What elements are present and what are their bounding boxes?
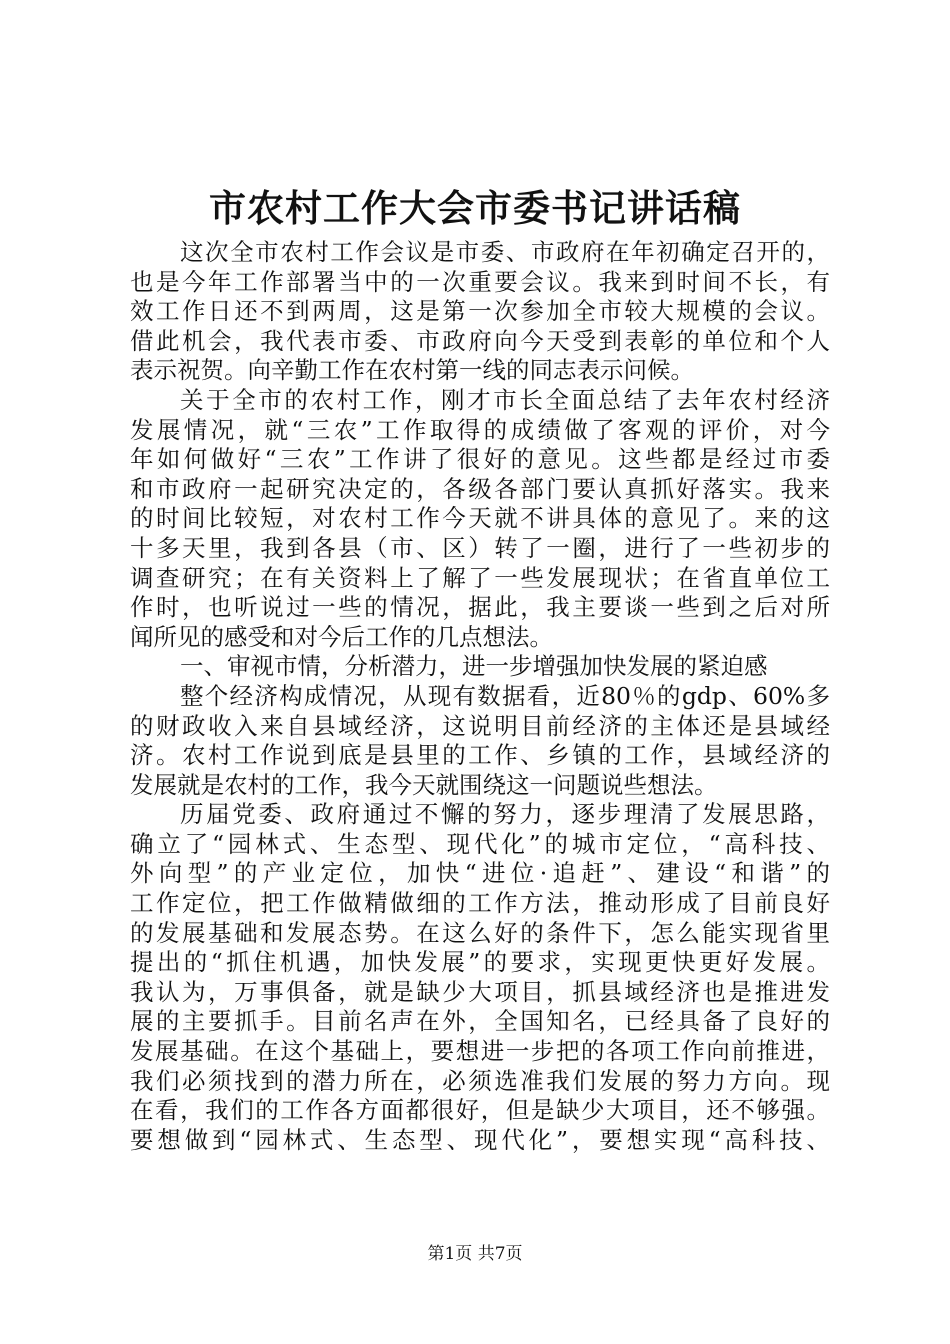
- text-line: 的财政收入来自县域经济，这说明目前经济的主体还是县域经: [130, 711, 830, 740]
- text-line: 借此机会，我代表市委、市政府向今天受到表彰的单位和个人: [130, 326, 830, 355]
- text-line: 整个经济构成情况，从现有数据看，近80％的gdp、60%多: [180, 681, 830, 710]
- text-line: 的时间比较短，对农村工作今天就不讲具体的意见了。来的这: [130, 504, 830, 533]
- text-line: 关于全市的农村工作，刚才市长全面总结了去年农村经济: [180, 385, 830, 414]
- text-line: 历届党委、政府通过不懈的努力，逐步理清了发展思路，: [180, 800, 830, 829]
- text-line: 和市政府一起研究决定的，各级各部门要认真抓好落实。我来: [130, 474, 830, 503]
- text-line: 一、审视市情，分析潜力，进一步增强加快发展的紧迫感: [180, 652, 768, 681]
- page-footer: 第1页 共7页: [427, 1244, 523, 1264]
- document-body: [130, 238, 830, 1155]
- text-line: 这次全市农村工作会议是市委、市政府在年初确定召开的，: [180, 238, 830, 266]
- text-line: 在看，我们的工作各方面都很好，但是缺少大项目，还不够强。: [130, 1096, 830, 1125]
- text-line: 闻所见的感受和对今后工作的几点想法。: [130, 622, 553, 651]
- text-line: 确立了“园林式、生态型、现代化”的城市定位，“高科技、: [130, 829, 830, 858]
- text-line: 十多天里，我到各县（市、区）转了一圈，进行了一些初步的: [130, 533, 830, 562]
- text-line: 表示祝贺。向辛勤工作在农村第一线的同志表示问候。: [130, 356, 694, 385]
- text-line: 发展基础。在这个基础上，要想进一步把的各项工作向前推进，: [130, 1037, 830, 1066]
- text-line: 作时，也听说过一些的情况，据此，我主要谈一些到之后对所: [130, 593, 830, 622]
- text-line: 调查研究；在有关资料上了解了一些发展现状；在省直单位工: [130, 563, 830, 592]
- text-line: 我们必须找到的潜力所在，必须选准我们发展的努力方向。现: [130, 1066, 830, 1095]
- text-line: 提出的“抓住机遇，加快发展”的要求，实现更快更好发展。: [130, 948, 830, 977]
- text-line: 展的主要抓手。目前名声在外，全国知名，已经具备了良好的: [130, 1007, 830, 1036]
- text-line: 济。农村工作说到底是县里的工作、乡镇的工作，县域经济的: [130, 741, 830, 770]
- page-title: 市农村工作大会市委书记讲话稿: [209, 186, 741, 230]
- text-line: 我认为，万事俱备，就是缺少大项目，抓县域经济也是推进发: [130, 977, 830, 1006]
- text-line: 效工作日还不到两周，这是第一次参加全市较大规模的会议。: [130, 297, 830, 326]
- text-line: 要想做到“园林式、生态型、现代化”，要想实现“高科技、: [130, 1125, 830, 1154]
- text-line: 发展情况，就“三农”工作取得的成绩做了客观的评价，对今: [130, 415, 830, 444]
- text-line: 发展就是农村的工作，我今天就围绕这一问题说些想法。: [130, 770, 718, 799]
- text-line: 外向型”的产业定位，加快“进位·追赶”、建设“和谐”的: [130, 859, 830, 888]
- text-line: 的发展基础和发展态势。在这么好的条件下，怎么能实现省里: [130, 918, 830, 947]
- text-line: 也是今年工作部署当中的一次重要会议。我来到时间不长，有: [130, 267, 830, 296]
- text-line: 年如何做好“三农”工作讲了很好的意见。这些都是经过市委: [130, 445, 830, 474]
- text-line: 工作定位，把工作做精做细的工作方法，推动形成了目前良好: [130, 889, 830, 918]
